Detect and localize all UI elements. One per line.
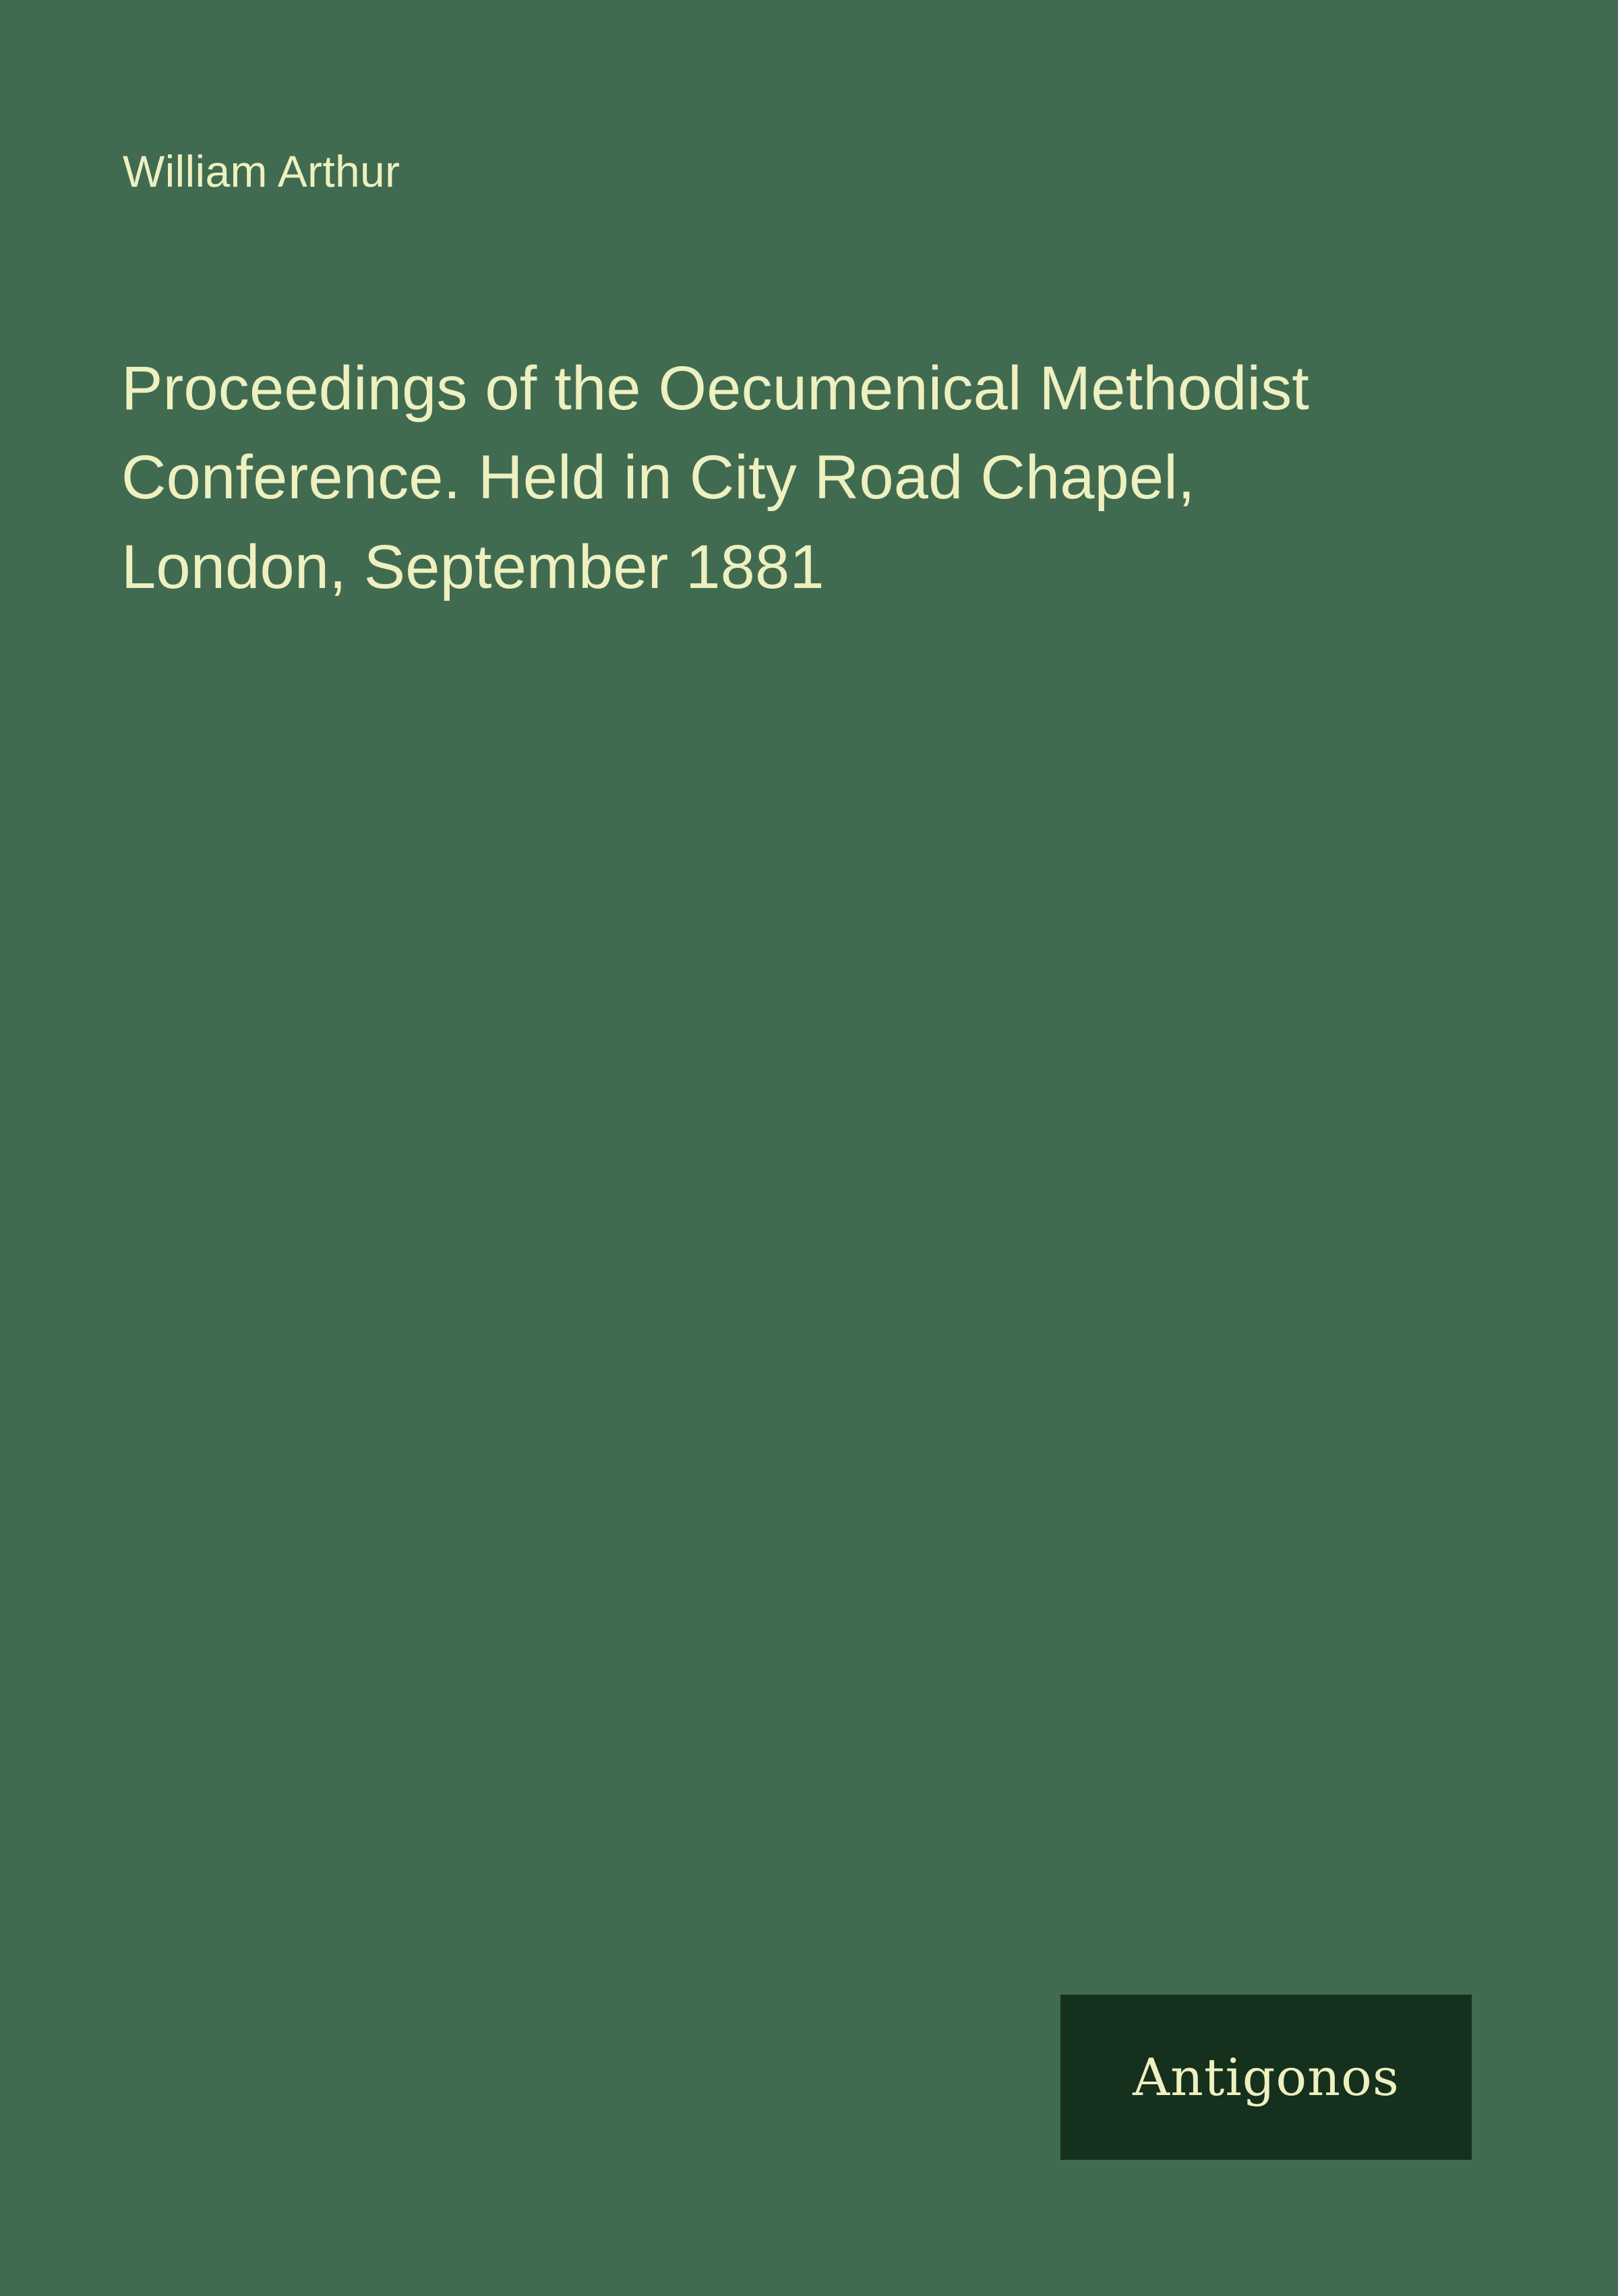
author-name: William Arthur xyxy=(123,146,400,196)
book-title: Proceedings of the Oecumenical Methodist Conference. Held in City Road Chapel, London, September 1881 xyxy=(121,354,1310,601)
publisher-name: Antigonos xyxy=(1133,2047,1400,2107)
publisher-badge xyxy=(1060,1995,1472,2160)
